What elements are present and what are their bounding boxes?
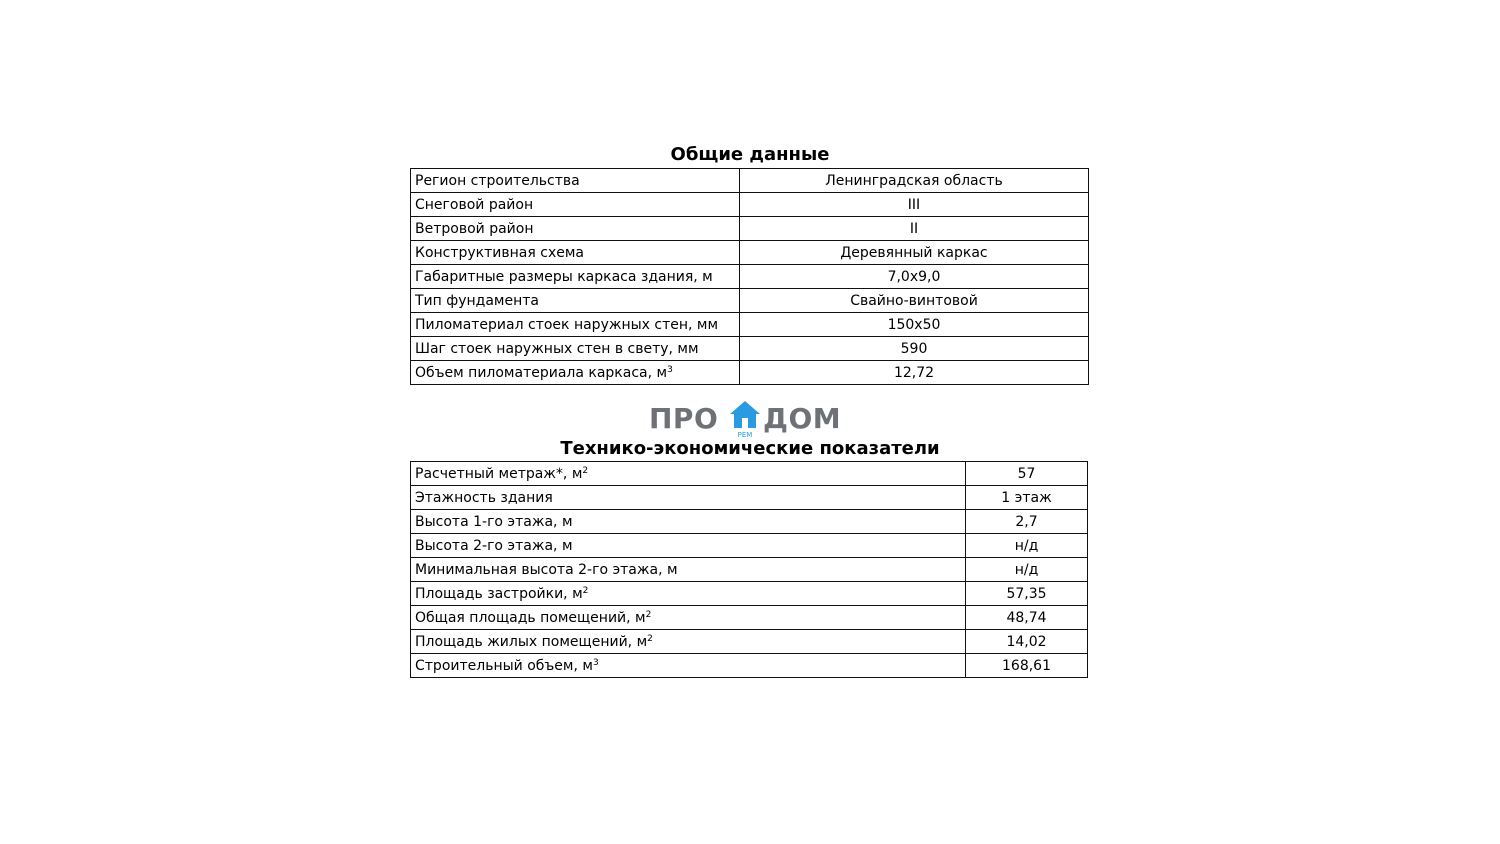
general-data-title: Общие данные: [670, 144, 830, 165]
table-row: [411, 558, 1088, 582]
row-label-cell: [411, 169, 740, 193]
logo-text-left: ПРО: [649, 402, 719, 435]
technical-indicators-table: [410, 461, 1088, 678]
row-label: Минимальная высота 2-го этажа, м: [415, 561, 678, 578]
row-value: 48,74: [966, 606, 1088, 630]
row-label-cell: [411, 462, 966, 486]
row-label: Высота 1-го этажа, м: [415, 513, 573, 530]
logo-text-right: ДОМ: [763, 402, 842, 435]
row-label-cell: [411, 582, 966, 606]
row-label: Площадь жилых помещений, м: [415, 633, 648, 650]
general-data-table: [410, 168, 1089, 385]
row-label: Строительный объем, м: [415, 657, 593, 674]
row-label-cell: [411, 534, 966, 558]
row-label: Конструктивная схема: [415, 244, 584, 261]
row-label: Высота 2-го этажа, м: [415, 537, 573, 554]
unit-exponent: 2: [647, 633, 653, 644]
row-label-cell: [411, 510, 966, 534]
row-value: 12,72: [740, 361, 1089, 385]
row-label-cell: [411, 558, 966, 582]
technical-indicators-title: Технико-экономические показатели: [560, 438, 940, 459]
row-value: 1 этаж: [966, 486, 1088, 510]
row-value: н/д: [966, 534, 1088, 558]
row-label-cell: [411, 289, 740, 313]
table-row: [411, 582, 1088, 606]
table-row: [411, 265, 1089, 289]
table-row: [411, 630, 1088, 654]
row-label-cell: [411, 265, 740, 289]
table-row: [411, 193, 1089, 217]
row-value: н/д: [966, 558, 1088, 582]
row-label: Тип фундамента: [415, 292, 539, 309]
table-row: [411, 217, 1089, 241]
table-row: [411, 313, 1089, 337]
row-value: 590: [740, 337, 1089, 361]
table-row: [411, 289, 1089, 313]
row-value: 168,61: [966, 654, 1088, 678]
row-label-cell: [411, 217, 740, 241]
row-label: Габаритные размеры каркаса здания, м: [415, 268, 713, 285]
logo-subtext: РЕМ: [737, 431, 753, 439]
row-value: 57,35: [966, 582, 1088, 606]
row-value: 2,7: [966, 510, 1088, 534]
row-label: Объем пиломатериала каркаса, м: [415, 364, 668, 381]
row-label-cell: [411, 654, 966, 678]
row-value: Ленинградская область: [740, 169, 1089, 193]
table-row: [411, 606, 1088, 630]
row-label: Ветровой район: [415, 220, 534, 237]
row-label-cell: [411, 337, 740, 361]
row-value: 7,0x9,0: [740, 265, 1089, 289]
row-label: Снеговой район: [415, 196, 534, 213]
table-row: [411, 534, 1088, 558]
table-row: [411, 510, 1088, 534]
row-label-cell: [411, 241, 740, 265]
house-icon: [729, 400, 761, 430]
prodom-logo: [649, 400, 849, 440]
row-label: Общая площадь помещений, м: [415, 609, 646, 626]
row-value: Деревянный каркас: [740, 241, 1089, 265]
row-value: 14,02: [966, 630, 1088, 654]
unit-exponent: 2: [645, 609, 652, 620]
row-label: Площадь застройки, м: [415, 585, 583, 602]
row-label: Шаг стоек наружных стен в свету, мм: [415, 340, 699, 357]
row-label: Пиломатериал стоек наружных стен, мм: [415, 316, 719, 333]
row-label-cell: [411, 630, 966, 654]
table-row: [411, 169, 1089, 193]
row-value: 150x50: [740, 313, 1089, 337]
table-row: [411, 241, 1089, 265]
row-label: Этажность здания: [415, 489, 553, 506]
row-value: II: [740, 217, 1089, 241]
row-label: Регион строительства: [415, 172, 580, 189]
unit-exponent: 2: [582, 465, 589, 476]
table-row: [411, 337, 1089, 361]
table-row: [411, 361, 1089, 385]
unit-exponent: 3: [592, 657, 599, 668]
row-label-cell: [411, 193, 740, 217]
unit-exponent: 3: [667, 364, 673, 375]
row-value: III: [740, 193, 1089, 217]
row-label-cell: [411, 606, 966, 630]
row-label-cell: [411, 486, 966, 510]
table-row: [411, 462, 1088, 486]
row-value: 57: [966, 462, 1088, 486]
row-label-cell: [411, 313, 740, 337]
row-value: Свайно-винтовой: [740, 289, 1089, 313]
table-row: [411, 654, 1088, 678]
table-row: [411, 486, 1088, 510]
row-label: Расчетный метраж*, м: [415, 465, 583, 482]
unit-exponent: 2: [582, 585, 589, 596]
row-label-cell: [411, 361, 740, 385]
